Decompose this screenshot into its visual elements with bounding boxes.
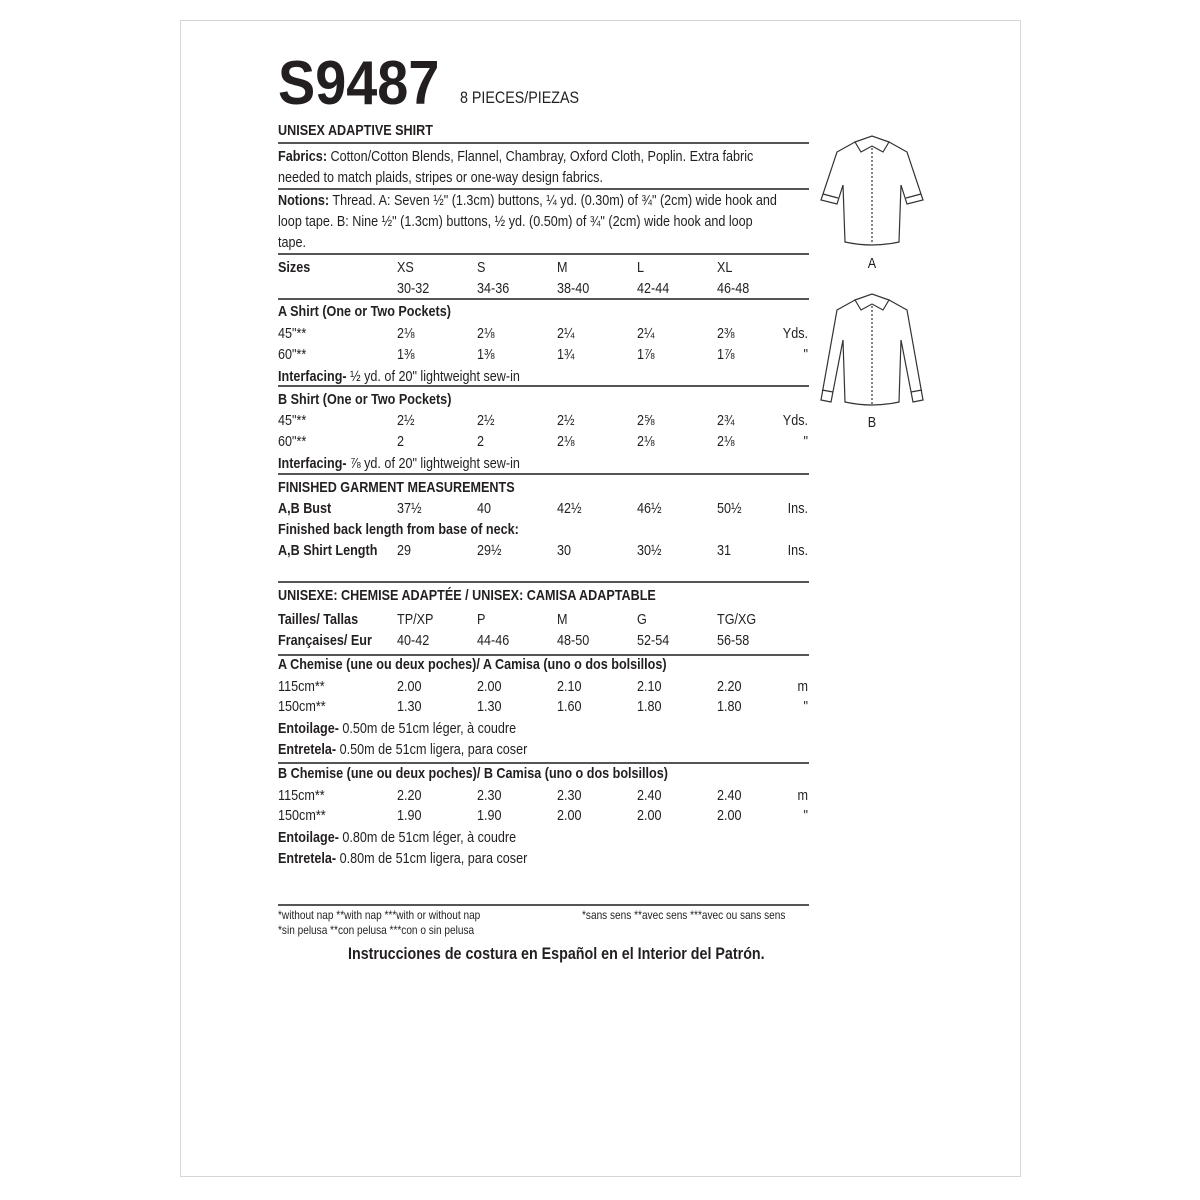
note-text: ½ yd. of 20" lightweight sew-in: [346, 368, 520, 385]
table-cell: 48-50: [557, 632, 590, 649]
divider: [278, 298, 809, 300]
table-cell: 37½: [397, 500, 422, 517]
note-text: 0.50m de 51cm léger, à coudre: [338, 720, 517, 737]
row-label: 60"**: [278, 346, 307, 363]
table-cell: 2⅛: [477, 325, 495, 342]
note-label: Entoilage-: [278, 720, 339, 737]
table-cell: 30-32: [397, 280, 430, 297]
note-text: 0.80m de 51cm ligera, para coser: [336, 850, 528, 867]
nap-legend-fr: *sans sens **avec sens ***avec ou sans sens: [582, 908, 786, 922]
table-cell: L: [637, 259, 645, 276]
note-label: Interfacing-: [278, 455, 347, 472]
divider: [278, 385, 809, 387]
table-cell: 1.60: [557, 698, 582, 715]
table-cell: 2.00: [397, 678, 422, 695]
table-cell: 2.00: [477, 678, 502, 695]
table-cell: 2.20: [717, 678, 742, 695]
table-cell: P: [477, 611, 486, 628]
unit-label: ": [803, 346, 808, 363]
pattern-number: S9487: [278, 49, 440, 118]
table-cell: 2⅛: [557, 433, 575, 450]
table-cell: 1⅜: [397, 346, 415, 363]
note-label: Entretela-: [278, 741, 337, 758]
divider: [278, 473, 809, 475]
notions-line-2: loop tape. B: Nine ½" (1.3cm) buttons, ½ yd. (0.50m) of ¾" (2cm) wide hook and loop: [278, 213, 753, 230]
view-a-label: A: [867, 255, 877, 272]
table-cell: 30½: [637, 542, 662, 559]
table-cell: 46-48: [717, 280, 750, 297]
row-label: FINISHED GARMENT MEASUREMENTS: [278, 479, 515, 496]
row-label: 60"**: [278, 433, 307, 450]
row-label: Sizes: [278, 259, 311, 276]
row-label: Françaises/ Eur: [278, 632, 372, 649]
spanish-instructions-note: Instrucciones de costura en Español en el Interior del Patrón.: [348, 944, 765, 963]
fabrics-line-1: Fabrics: Cotton/Cotton Blends, Flannel, Chambray, Oxford Cloth, Poplin. Extra fabric: [278, 148, 754, 165]
table-cell: 2⅛: [717, 433, 735, 450]
table-cell: 2.40: [637, 787, 662, 804]
table-cell: 2.30: [557, 787, 582, 804]
table-cell: 52-54: [637, 632, 670, 649]
table-row-note: [278, 455, 520, 473]
table-cell: 1⅞: [717, 346, 735, 363]
divider: [278, 762, 809, 764]
row-label: A,B Bust: [278, 500, 332, 517]
table-cell: 1.30: [477, 698, 502, 715]
table-cell: 40-42: [397, 632, 430, 649]
table-cell: 2.00: [557, 807, 582, 824]
table-cell: 2.40: [717, 787, 742, 804]
unit-label: Ins.: [787, 542, 808, 559]
row-label: Finished back length from base of neck:: [278, 521, 519, 538]
divider: [278, 654, 809, 656]
piece-count: 8 PIECES/PIEZAS: [460, 88, 580, 107]
row-label: 150cm**: [278, 698, 326, 715]
fabrics-line-2: needed to match plaids, stripes or one-way design fabrics.: [278, 169, 603, 186]
table-cell: 1⅜: [477, 346, 495, 363]
row-label: UNISEXE: CHEMISE ADAPTÉE / UNISEX: CAMISA ADAPTABLE: [278, 587, 656, 604]
notions-line-1: Notions: Thread. A: Seven ½" (1.3cm) buttons, ¼ yd. (0.30m) of ¾" (2cm) wide hook and: [278, 192, 777, 209]
table-cell: 2⅛: [397, 325, 415, 342]
row-label: B Shirt (One or Two Pockets): [278, 391, 452, 408]
divider: [278, 253, 809, 255]
note-label: Entoilage-: [278, 829, 339, 846]
table-cell: 31: [717, 542, 732, 559]
note-label: Entretela-: [278, 850, 337, 867]
table-cell: 2: [477, 433, 485, 450]
table-cell: 2.10: [637, 678, 662, 695]
table-cell: 2⅝: [637, 412, 655, 429]
row-label: 45"**: [278, 412, 307, 429]
row-label: A Chemise (une ou deux poches)/ A Camisa (uno o dos bolsillos): [278, 656, 667, 673]
table-cell: 2.20: [397, 787, 422, 804]
table-row-note: [278, 720, 516, 738]
table-cell: 2½: [397, 412, 415, 429]
divider: [278, 142, 809, 144]
table-cell: 1.80: [717, 698, 742, 715]
pattern-title: UNISEX ADAPTIVE SHIRT: [278, 122, 433, 139]
table-cell: 1.90: [397, 807, 422, 824]
row-label: 115cm**: [278, 787, 325, 804]
row-label: A,B Shirt Length: [278, 542, 378, 559]
view-b-shirt-illustration: [815, 290, 930, 415]
unit-label: Yds.: [782, 412, 808, 429]
table-cell: 2.00: [637, 807, 662, 824]
unit-label: ": [803, 698, 808, 715]
unit-label: ": [803, 433, 808, 450]
table-cell: 2.10: [557, 678, 582, 695]
row-label: A Shirt (One or Two Pockets): [278, 303, 451, 320]
note-text: 0.80m de 51cm léger, à coudre: [338, 829, 517, 846]
table-cell: 2⅛: [637, 433, 655, 450]
table-cell: 2.30: [477, 787, 502, 804]
unit-label: ": [803, 807, 808, 824]
row-label: 45"**: [278, 325, 307, 342]
table-cell: 44-46: [477, 632, 510, 649]
table-cell: 40: [477, 500, 492, 517]
note-text: ⅞ yd. of 20" lightweight sew-in: [346, 455, 520, 472]
table-cell: 2¾: [717, 412, 735, 429]
table-cell: 34-36: [477, 280, 510, 297]
row-label: Tailles/ Tallas: [278, 611, 359, 628]
table-cell: 2⅜: [717, 325, 735, 342]
notions-line-3: tape.: [278, 234, 307, 251]
table-row-note: [278, 850, 527, 868]
table-cell: 1.90: [477, 807, 502, 824]
table-cell: 29½: [477, 542, 502, 559]
row-label: B Chemise (une ou deux poches)/ B Camisa (uno o dos bolsillos): [278, 765, 668, 782]
table-cell: 1¾: [557, 346, 575, 363]
table-cell: TP/XP: [397, 611, 434, 628]
table-cell: M: [557, 611, 568, 628]
table-cell: 2¼: [557, 325, 575, 342]
table-row-note: [278, 741, 527, 759]
table-cell: 42½: [557, 500, 582, 517]
row-label: 115cm**: [278, 678, 325, 695]
row-label: 150cm**: [278, 807, 326, 824]
unit-label: m: [797, 678, 808, 695]
table-cell: 2.00: [717, 807, 742, 824]
divider: [278, 188, 809, 190]
note-label: Interfacing-: [278, 368, 347, 385]
unit-label: m: [797, 787, 808, 804]
table-cell: 2: [397, 433, 405, 450]
unit-label: Yds.: [782, 325, 808, 342]
table-cell: 29: [397, 542, 412, 559]
nap-legend-es: *sin pelusa **con pelusa ***con o sin pelusa: [278, 923, 475, 937]
table-cell: 30: [557, 542, 572, 559]
table-cell: 2½: [557, 412, 575, 429]
table-cell: XL: [717, 259, 733, 276]
table-cell: XS: [397, 259, 414, 276]
table-cell: 42-44: [637, 280, 670, 297]
divider: [278, 581, 809, 583]
table-cell: 1.30: [397, 698, 422, 715]
table-row-note: [278, 829, 516, 847]
table-cell: 1⅞: [637, 346, 655, 363]
table-cell: G: [637, 611, 647, 628]
table-cell: 38-40: [557, 280, 590, 297]
table-row-note: [278, 368, 520, 386]
table-cell: TG/XG: [717, 611, 757, 628]
view-b-label: B: [867, 414, 877, 431]
nap-legend-en: *without nap **with nap ***with or without nap: [278, 908, 481, 922]
table-cell: 2¼: [637, 325, 655, 342]
table-cell: 56-58: [717, 632, 750, 649]
view-a-shirt-illustration: [815, 130, 930, 250]
note-text: 0.50m de 51cm ligera, para coser: [336, 741, 528, 758]
table-cell: 50½: [717, 500, 742, 517]
table-cell: 46½: [637, 500, 662, 517]
unit-label: Ins.: [787, 500, 808, 517]
table-cell: 1.80: [637, 698, 662, 715]
table-cell: M: [557, 259, 568, 276]
table-cell: 2½: [477, 412, 495, 429]
table-cell: S: [477, 259, 486, 276]
